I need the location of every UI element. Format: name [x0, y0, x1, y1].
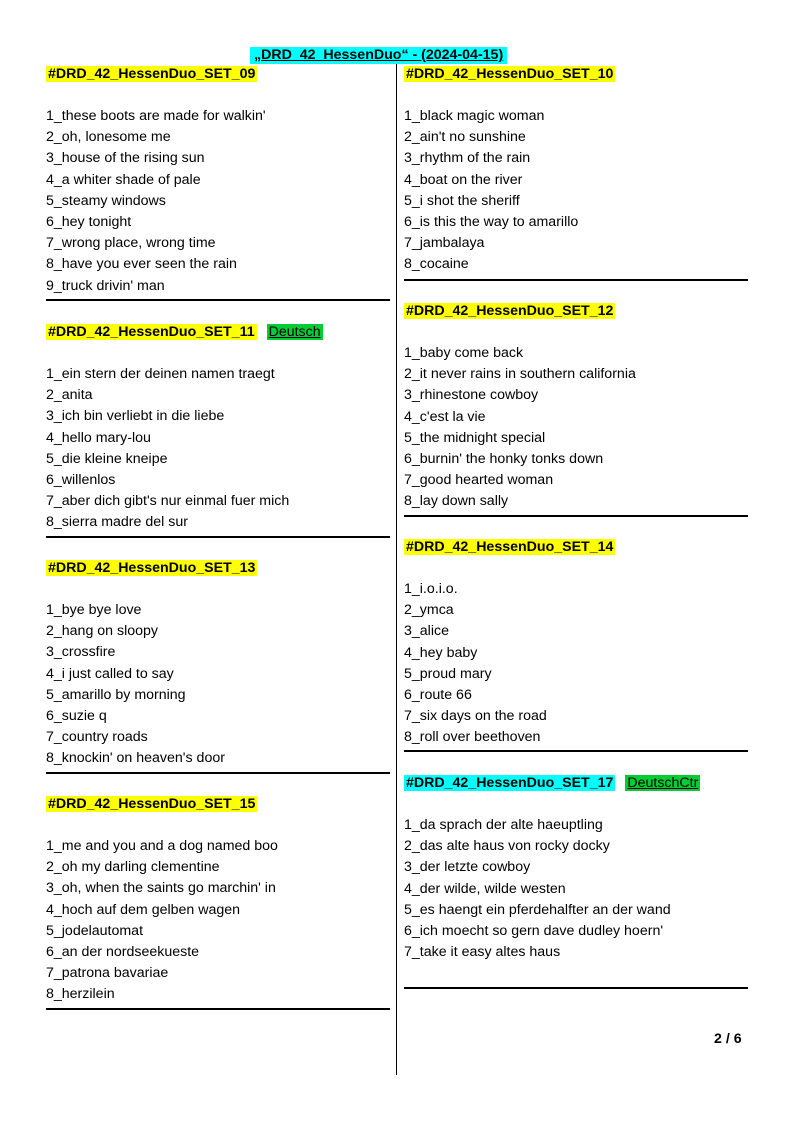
song-item: 1_me and you and a dog named boo: [46, 838, 278, 854]
set-header: [404, 64, 748, 84]
song-list: [404, 343, 748, 513]
song-item: 4_hey baby: [404, 644, 478, 661]
song-item: 7_six days on the road: [404, 708, 547, 725]
song-item: 5_the midnight special: [404, 429, 546, 446]
set-title: #DRD_42_HessenDuo_SET_12: [406, 303, 614, 319]
set-divider: [404, 515, 748, 517]
song-item: 6_is this the way to amarillo: [404, 214, 579, 231]
song-item: 8_cocaine: [404, 256, 469, 273]
song-item: 7_wrong place, wrong time: [46, 235, 216, 252]
song-list: [404, 579, 748, 749]
song-item: 4_der wilde, wilde westen: [404, 880, 566, 897]
set-divider: [46, 299, 390, 301]
set-title: #DRD_42_HessenDuo_SET_13: [48, 560, 256, 576]
song-item: 4_i just called to say: [46, 665, 174, 682]
song-item: 5_amarillo by morning: [46, 686, 186, 703]
song-item: 1_these boots are made for walkin': [46, 108, 266, 124]
set-title: #DRD_42_HessenDuo_SET_17: [406, 775, 614, 791]
song-item: 2_das alte haus von rocky docky: [404, 838, 610, 855]
set-title: #DRD_42_HessenDuo_SET_15: [48, 796, 256, 812]
set-title: #DRD_42_HessenDuo_SET_14: [406, 539, 614, 555]
song-item: 6_an der nordseekueste: [46, 944, 200, 961]
set-header: [404, 773, 748, 793]
set-divider: [404, 987, 748, 989]
song-item: 7_patrona bavariae: [46, 965, 169, 982]
song-item: 2_oh, lonesome me: [46, 129, 171, 146]
song-item: 5_es haengt ein pferdehalfter an der wand: [404, 901, 671, 918]
set-divider: [46, 1008, 390, 1010]
song-list: [404, 106, 748, 276]
song-item: 8_have you ever seen the rain: [46, 256, 237, 273]
set-title: #DRD_42_HessenDuo_SET_10: [406, 66, 614, 82]
set-header: [46, 322, 390, 342]
song-list: [46, 600, 390, 770]
page-number: 2 / 6: [714, 1031, 742, 1047]
set-09: [46, 64, 390, 300]
set-header: [404, 301, 748, 321]
song-item: 8_lay down sally: [404, 493, 509, 510]
song-item: 4_c'est la vie: [404, 408, 486, 425]
song-item: 2_ymca: [404, 602, 454, 619]
song-list: [46, 106, 390, 297]
song-item: 3_house of the rising sun: [46, 150, 205, 167]
song-item: 5_steamy windows: [46, 192, 166, 209]
song-item: 7_take it easy altes haus: [404, 944, 561, 961]
song-item: 1_baby come back: [404, 345, 524, 361]
song-item: 1_ein stern der deinen namen traegt: [46, 366, 275, 382]
song-item: 8_sierra madre del sur: [46, 514, 188, 531]
set-title: #DRD_42_HessenDuo_SET_11: [48, 324, 255, 340]
song-item: 5_jodelautomat: [46, 922, 144, 939]
set-divider: [46, 772, 390, 774]
song-item: 3_oh, when the saints go marchin' in: [46, 880, 276, 897]
song-item: 4_a whiter shade of pale: [46, 171, 201, 188]
set-header: [46, 558, 390, 578]
set-14: [404, 537, 748, 751]
language-tag: Deutsch: [268, 324, 321, 340]
set-17: [404, 773, 748, 989]
song-item: 7_good hearted woman: [404, 472, 554, 489]
song-item: 7_aber dich gibt's nur einmal fuer mich: [46, 493, 290, 510]
song-item: 3_ich bin verliebt in die liebe: [46, 408, 225, 425]
set-13: [46, 558, 390, 772]
set-header: [404, 537, 748, 557]
song-item: 1_bye bye love: [46, 602, 142, 618]
set-header: [46, 794, 390, 814]
song-item: 2_oh my darling clementine: [46, 859, 220, 876]
song-item: 8_herzilein: [46, 986, 115, 1003]
song-item: 7_jambalaya: [404, 235, 485, 252]
song-item: 5_die kleine kneipe: [46, 450, 168, 467]
song-item: 2_anita: [46, 387, 93, 404]
set-header: [46, 64, 390, 84]
song-item: 8_roll over beethoven: [404, 729, 541, 746]
set-divider: [404, 279, 748, 281]
song-item: 6_hey tonight: [46, 214, 132, 231]
song-item: 2_hang on sloopy: [46, 623, 159, 640]
song-item: 1_i.o.i.o.: [404, 581, 458, 597]
song-item: 6_route 66: [404, 687, 472, 704]
column-divider: [396, 64, 397, 1075]
song-item: 4_boat on the river: [404, 171, 523, 188]
song-item: 4_hoch auf dem gelben wagen: [46, 901, 241, 918]
set-12: [404, 301, 748, 515]
song-item: 6_burnin' the honky tonks down: [404, 451, 604, 468]
song-item: 3_alice: [404, 623, 449, 640]
set-15: [46, 794, 390, 1008]
song-item: 2_ain't no sunshine: [404, 129, 526, 146]
song-item: 4_hello mary-lou: [46, 429, 151, 446]
song-item: 6_suzie q: [46, 708, 107, 725]
set-divider: [404, 750, 748, 752]
song-item: 3_crossfire: [46, 644, 116, 661]
song-item: 2_it never rains in southern california: [404, 366, 636, 383]
language-tag: DeutschCtr: [627, 775, 699, 791]
song-item: 3_rhythm of the rain: [404, 150, 531, 167]
set-10: [404, 64, 748, 280]
set-11: [46, 322, 390, 536]
song-item: 6_willenlos: [46, 472, 116, 489]
song-list: [46, 836, 390, 1006]
song-item: 9_truck drivin' man: [46, 277, 165, 294]
song-item: 7_country roads: [46, 729, 148, 746]
song-item: 8_knockin' on heaven's door: [46, 750, 225, 767]
song-item: 5_proud mary: [404, 665, 492, 682]
set-title: #DRD_42_HessenDuo_SET_09: [48, 66, 256, 82]
song-item: 3_rhinestone cowboy: [404, 387, 539, 404]
song-item: 1_black magic woman: [404, 108, 545, 124]
song-item: 3_der letzte cowboy: [404, 859, 531, 876]
set-divider: [46, 536, 390, 538]
song-item: 5_i shot the sheriff: [404, 192, 520, 209]
song-list: [404, 815, 748, 963]
song-item: 1_da sprach der alte haeuptling: [404, 817, 603, 833]
song-item: 6_ich moecht so gern dave dudley hoern': [404, 923, 664, 940]
song-list: [46, 364, 390, 534]
page-title: „DRD_42_HessenDuo“ - (2024-04-15): [250, 47, 507, 64]
